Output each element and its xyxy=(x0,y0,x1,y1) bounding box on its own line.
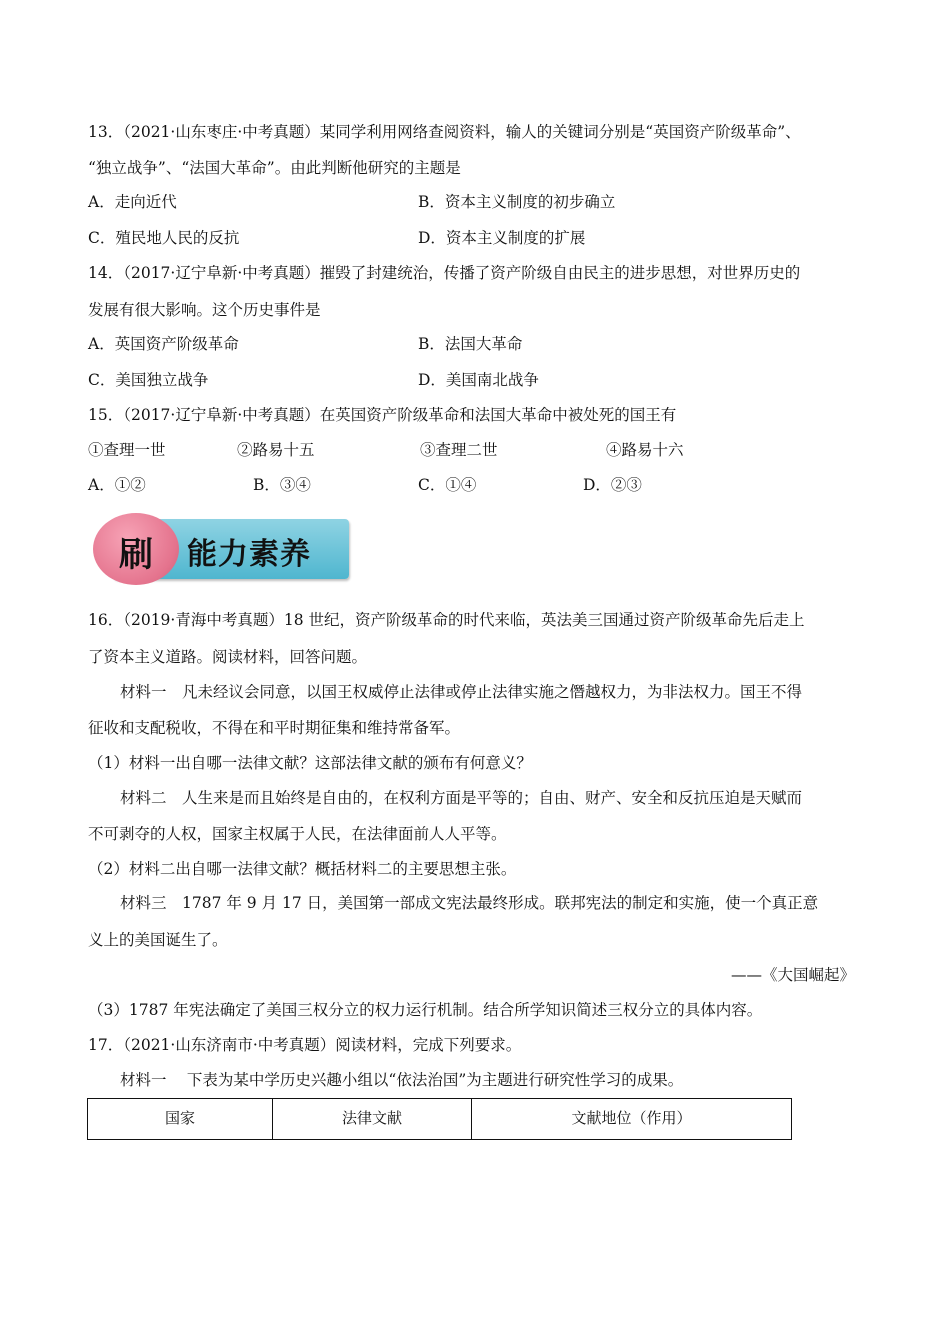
q14-option-b: B．法国大革命 xyxy=(418,335,523,353)
q16-stem-line2: 了资本主义道路。阅读材料，回答问题。 xyxy=(88,648,368,666)
banner-badge xyxy=(93,513,179,585)
q14-option-a: A．英国资产阶级革命 xyxy=(88,335,239,353)
q15-item-2: ②路易十五 xyxy=(237,441,315,459)
q14-option-d: D．美国南北战争 xyxy=(418,371,539,389)
q14-stem-line1: 14．（2017·辽宁阜新·中考真题）摧毁了封建统治，传播了资产阶级自由民主的进步思想，对世界历史的 xyxy=(88,264,801,282)
table-header-country: 国家 xyxy=(88,1099,273,1140)
q15-item-4: ④路易十六 xyxy=(606,441,684,459)
q16-material3-line1: 材料三 1787 年 9 月 17 日，美国第一部成文宪法最终形成。联邦宪法的制定和实施，使一个真正意 xyxy=(120,894,819,912)
banner-badge-text: 刷 xyxy=(119,535,153,575)
q17-material1: 材料一 下表为某中学历史兴趣小组以“依法治国”为主题进行研究性学习的成果。 xyxy=(120,1071,684,1089)
q16-material3-line2: 义上的美国诞生了。 xyxy=(88,931,228,949)
q16-subquestion-1: （1）材料一出自哪一法律文献？这部法律文献的颁布有何意义？ xyxy=(88,754,532,772)
q15-item-3: ③查理二世 xyxy=(420,441,498,459)
banner-title: 能力素养 xyxy=(187,537,311,572)
table-header-row xyxy=(88,1099,792,1140)
q13-stem-line1: 13．（2021·山东枣庄·中考真题）某同学利用网络查阅资料，输人的关键词分别是“英国资产阶级革命”、 xyxy=(88,123,801,141)
q14-stem-line2: 发展有很大影响。这个历史事件是 xyxy=(88,301,321,319)
q16-material2-line1: 材料二 人生来是而且始终是自由的，在权利方面是平等的；自由、财产、安全和反抗压迫是天赋而 xyxy=(120,789,803,807)
q13-stem-line2: “独立战争”、“法国大革命”。由此判断他研究的主题是 xyxy=(88,159,461,177)
q13-option-a: A．走向近代 xyxy=(88,193,177,211)
q16-stem-line1: 16．（2019·青海中考真题）18 世纪，资产阶级革命的时代来临，英法美三国通过资产阶级革命先后走上 xyxy=(88,611,805,629)
q17-stem: 17．（2021·山东济南市·中考真题）阅读材料，完成下列要求。 xyxy=(88,1036,522,1054)
table-header-document: 法律文献 xyxy=(273,1099,472,1140)
q13-option-b: B．资本主义制度的初步确立 xyxy=(418,193,616,211)
q15-option-b: B．③④ xyxy=(253,476,311,494)
table-header-status: 文献地位（作用） xyxy=(472,1099,792,1140)
q15-option-c: C．①④ xyxy=(418,476,477,494)
q16-material1-line2: 征收和支配税收，不得在和平时期征集和维持常备军。 xyxy=(88,719,461,737)
q16-subquestion-3: （3）1787 年宪法确定了美国三权分立的权力运行机制。结合所学知识简述三权分立的具体内容。 xyxy=(88,1001,763,1019)
q15-item-1: ①查理一世 xyxy=(88,441,166,459)
q16-subquestion-2: （2）材料二出自哪一法律文献？概括材料二的主要思想主张。 xyxy=(88,860,517,878)
q16-source: ——《大国崛起》 xyxy=(730,966,855,984)
q15-stem: 15．（2017·辽宁阜新·中考真题）在英国资产阶级革命和法国大革命中被处死的国王有 xyxy=(88,406,677,424)
q15-option-d: D．②③ xyxy=(583,476,642,494)
q13-option-c: C．殖民地人民的反抗 xyxy=(88,229,240,247)
q17-table xyxy=(87,1098,792,1140)
q14-option-c: C．美国独立战争 xyxy=(88,371,209,389)
q16-material2-line2: 不可剥夺的人权，国家主权属于人民，在法律面前人人平等。 xyxy=(88,825,507,843)
section-banner xyxy=(93,513,351,585)
q16-material1-line1: 材料一 凡未经议会同意，以国王权威停止法律或停止法律实施之僭越权力，为非法权力。国王不得 xyxy=(120,683,803,701)
q15-option-a: A．①② xyxy=(88,476,146,494)
q13-option-d: D．资本主义制度的扩展 xyxy=(418,229,586,247)
